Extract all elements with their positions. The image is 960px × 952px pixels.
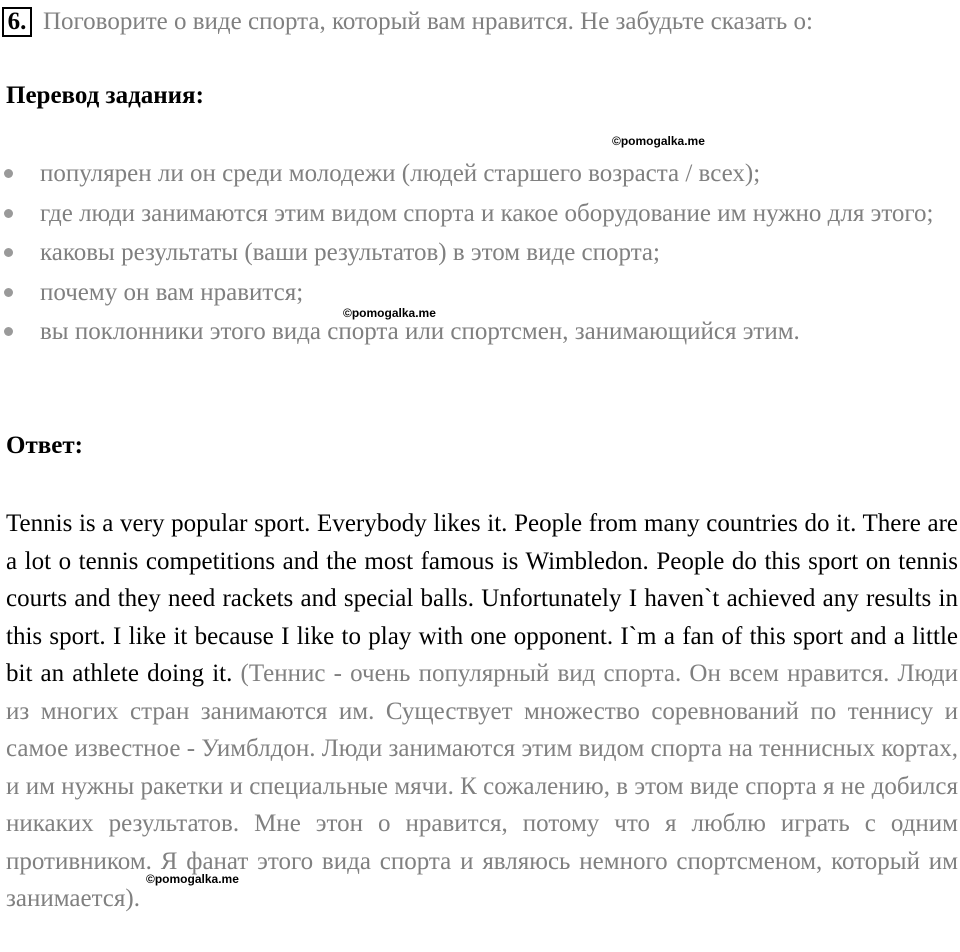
bullet-dot-icon xyxy=(4,248,13,257)
task-bullet-list xyxy=(0,154,960,352)
list-item xyxy=(0,194,960,234)
bullet-dot-icon xyxy=(4,169,13,178)
answer-russian: (Теннис - очень популярный вид спорта. Он всем нравится. Люди из многих стран занимаются им. Существует множество соревнований по теннису и самое известное - Уимблдон. Люди занимаются этим видом спорта на теннисных кортах, и им нужны ракетки и специальные мячи. К сожалению, в этом виде спорта я не добился никаких результатов. Мне этон о нравится, потому что я люблю играть с одним противником. Я фанат этого вида спорта и являюсь немного спортсменом, который им занимается). xyxy=(6,660,959,912)
bullet-text: где люди занимаются этим видом спорта и какое оборудование им нужно для этого; xyxy=(40,199,934,227)
bullet-text: каковы результаты (ваши результатов) в этом виде спорта; xyxy=(40,239,660,266)
answer-paragraph xyxy=(6,505,958,918)
watermark: ©pomogalka.me xyxy=(343,306,436,320)
answer-english: Tennis is a very popular sport. Everybody likes it. People from many countries do it. There are a lot o tennis competitions and the most famous is Wimbledon. People do this sport on tennis courts and they need rackets and special balls. Unfortunately I haven`t achieved any results in this sport. I like it because I like to play with one opponent. I`m a fan of this sport and a little bit an athlete doing it. xyxy=(6,510,958,687)
bullet-dot-icon xyxy=(4,327,13,336)
watermark: ©pomogalka.me xyxy=(612,134,705,148)
bullet-dot-icon xyxy=(4,288,13,297)
bullet-dot-icon xyxy=(4,209,13,218)
list-item xyxy=(0,233,960,273)
task-number: 6. xyxy=(2,7,32,37)
task-text: Поговорите о виде спорта, который вам нравится. Не забудьте сказать о: xyxy=(43,8,813,35)
list-item xyxy=(0,273,960,313)
bullet-text: почему он вам нравится; xyxy=(40,278,304,306)
translation-heading: Перевод задания: xyxy=(6,82,204,109)
task-line xyxy=(2,4,958,40)
watermark: ©pomogalka.me xyxy=(146,872,239,886)
bullet-text: популярен ли он среди молодежи (людей старшего возраста / всех); xyxy=(40,160,761,187)
answer-heading: Ответ: xyxy=(6,432,83,459)
bullet-text: вы поклонники этого вида спорта или спортсмен, занимающийся этим. xyxy=(40,318,800,345)
list-item xyxy=(0,312,960,352)
list-item xyxy=(0,154,960,194)
